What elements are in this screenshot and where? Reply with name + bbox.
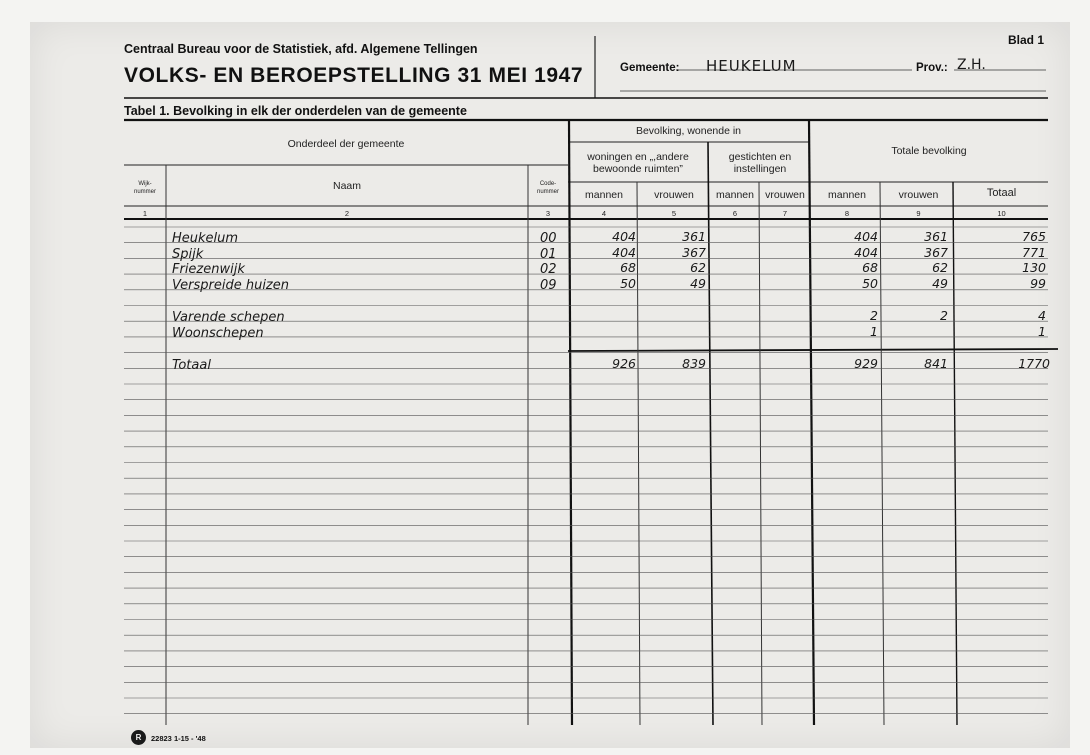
colnum-1: 1 (142, 209, 148, 218)
colnum-6: 6 (732, 209, 738, 218)
row-naam: Spijk (172, 247, 204, 262)
header-codenummer (528, 180, 568, 196)
row-t-mannen: 1 (870, 324, 878, 339)
row-w-vrouwen: 367 (682, 245, 706, 260)
header-g-vrouwen: vrouwen (765, 189, 805, 201)
colnum-5: 5 (671, 209, 677, 218)
row-t-mannen: 404 (854, 229, 878, 244)
colnum-9: 9 (916, 209, 921, 218)
row-totaal: 4 (1038, 308, 1046, 323)
print-code: 22823 1-15 - '48 (151, 734, 206, 743)
row-t-vrouwen: 2 (940, 308, 948, 323)
row-totaal: 771 (1022, 245, 1046, 260)
province-label: Prov.: (916, 62, 948, 74)
row-w-mannen: 404 (612, 229, 636, 244)
row-t-vrouwen: 49 (932, 276, 948, 291)
row-w-vrouwen: 62 (690, 260, 706, 275)
table-title: Tabel 1. Bevolking in elk der onderdelen van de gemeente (124, 104, 467, 118)
header-woningen-line1: woningen en „,andere (587, 151, 689, 163)
gemeente-label: Gemeente: (620, 62, 680, 74)
row-w-vrouwen: 49 (690, 276, 706, 291)
row-naam: Heukelum (172, 231, 239, 246)
header-gestichten (710, 151, 810, 175)
row-totaal: 99 (1030, 276, 1046, 291)
row-naam: Woonschepen (172, 326, 264, 341)
header-naam: Naam (332, 180, 361, 192)
header-gestichten-line2: instellingen (733, 163, 787, 175)
header-woningen (568, 151, 708, 175)
colnum-3: 3 (545, 209, 551, 218)
header-totale-bevolking: Totale bevolking (891, 145, 967, 157)
row-t-vrouwen: 367 (924, 245, 948, 260)
total-label: Totaal (172, 358, 211, 373)
row-naam: Varende schepen (172, 310, 285, 325)
colnum-7: 7 (782, 209, 788, 218)
total-w-vrouwen: 839 (682, 356, 706, 371)
header-totaal: Totaal (986, 187, 1017, 199)
header-wijknummer (124, 180, 166, 196)
colnum-2: 2 (344, 209, 350, 218)
census-title: VOLKS- EN BEROEPSTELLING 31 MEI 1947 (124, 64, 584, 87)
row-totaal: 130 (1022, 260, 1046, 275)
header-bevolking-wonende: Bevolking, wonende in (635, 125, 742, 137)
header-w-vrouwen: vrouwen (654, 189, 694, 201)
row-t-mannen: 50 (862, 276, 878, 291)
header-codenummer-line1: Code- (539, 181, 557, 187)
total-w-mannen: 926 (612, 356, 636, 371)
row-code: 01 (540, 247, 557, 262)
total-totaal: 1770 (1018, 356, 1050, 371)
colnum-10: 10 (997, 209, 1006, 218)
row-t-mannen: 404 (854, 245, 878, 260)
gemeente-value: HEUKELUM (706, 57, 797, 75)
row-w-mannen: 50 (620, 276, 636, 291)
row-naam: Friezenwijk (172, 262, 245, 277)
row-t-vrouwen: 62 (932, 260, 948, 275)
header-g-mannen: mannen (716, 189, 754, 201)
header-w-mannen: mannen (585, 189, 623, 201)
row-t-mannen: 2 (870, 308, 878, 323)
row-t-mannen: 68 (862, 260, 878, 275)
row-totaal: 765 (1022, 229, 1046, 244)
header-onderdeel: Onderdeel der gemeente (287, 138, 405, 150)
bureau-heading: Centraal Bureau voor de Statistiek, afd. Algemene Tellingen (124, 42, 478, 56)
header-t-vrouwen: vrouwen (898, 189, 939, 201)
row-code: 00 (540, 231, 557, 246)
header-wijknummer-line1: Wijk- (138, 181, 152, 187)
total-t-vrouwen: 841 (924, 356, 948, 371)
printer-logo-icon: R (131, 730, 146, 745)
header-t-mannen: mannen (828, 189, 866, 201)
row-naam: Verspreide huizen (172, 278, 289, 293)
total-t-mannen: 929 (854, 356, 878, 371)
row-totaal: 1 (1038, 324, 1046, 339)
row-w-mannen: 404 (612, 245, 636, 260)
header-codenummer-line2: nummer (536, 189, 559, 195)
row-code: 02 (540, 262, 557, 277)
row-w-mannen: 68 (620, 260, 636, 275)
colnum-8: 8 (844, 209, 850, 218)
sheet-number: Blad 1 (1008, 33, 1045, 47)
colnum-4: 4 (601, 209, 607, 218)
header-wijknummer-line2: nummer (133, 189, 156, 195)
row-t-vrouwen: 361 (924, 229, 948, 244)
header-gestichten-line1: gestichten en (728, 151, 792, 163)
row-code: 09 (540, 278, 557, 293)
row-w-vrouwen: 361 (682, 229, 706, 244)
header-woningen-line2: bewoonde ruimten” (593, 163, 683, 175)
province-value: Z.H. (957, 57, 986, 73)
